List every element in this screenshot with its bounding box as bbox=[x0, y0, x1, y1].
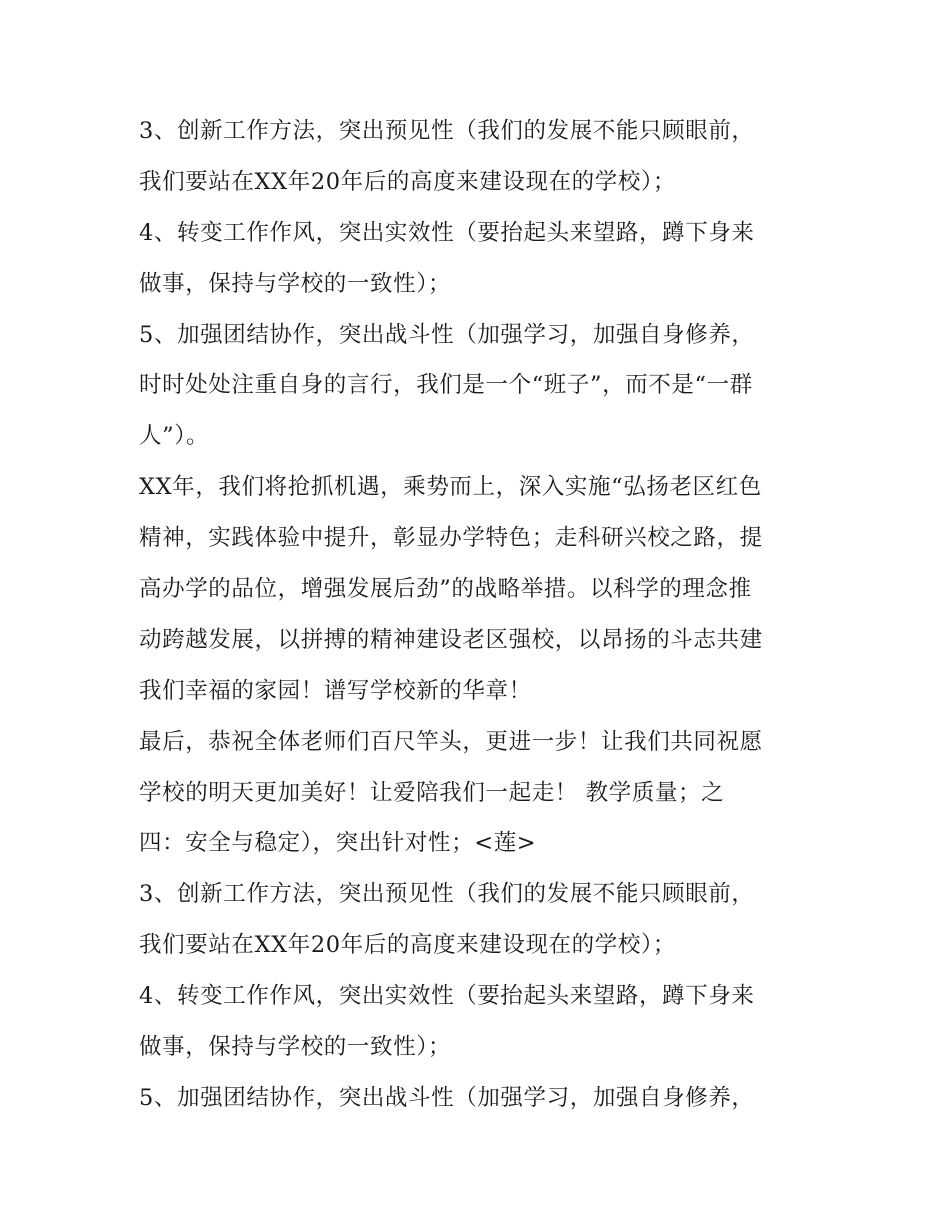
text-line: XX年，我们将抢抓机遇，乘势而上，深入实施“弘扬老区红色 bbox=[139, 474, 762, 501]
text-line: 做事，保持与学校的一致性）； bbox=[139, 270, 452, 297]
text-line: 我们要站在XX年20年后的高度来建设现在的学校）； bbox=[139, 168, 676, 195]
text-line: 我们要站在XX年20年后的高度来建设现在的学校）； bbox=[139, 932, 676, 959]
text-line: 我们幸福的家园！谱写学校新的华章！ bbox=[139, 677, 532, 704]
text-line: 精神，实践体验中提升，彰显办学特色；走科研兴校之路，提 bbox=[139, 525, 763, 552]
text-line: 5、加强团结协作，突出战斗性（加强学习，加强自身修养， bbox=[139, 321, 755, 348]
text-line: 四：安全与稳定），突出针对性；<莲> bbox=[139, 830, 537, 857]
text-line: 4、转变工作作风，突出实效性（要抬起头来望路，蹲下身来 bbox=[139, 983, 755, 1010]
text-line: 3、创新工作方法，突出预见性（我们的发展不能只顾眼前， bbox=[139, 881, 755, 908]
text-line: 动跨越发展，以拼搏的精神建设老区强校，以昂扬的斗志共建 bbox=[139, 626, 763, 653]
text-line: 人”）。 bbox=[139, 423, 210, 450]
text-line: 学校的明天更加美好！让爱陪我们一起走！ 教学质量；之 bbox=[139, 779, 725, 806]
text-line: 时时处处注重自身的言行，我们是一个“班子”，而不是“一群 bbox=[139, 372, 753, 399]
text-line: 做事，保持与学校的一致性）； bbox=[139, 1034, 452, 1061]
text-line: 高办学的品位，增强发展后劲”的战略举措。以科学的理念推 bbox=[139, 576, 752, 603]
text-line: 3、创新工作方法，突出预见性（我们的发展不能只顾眼前， bbox=[139, 118, 755, 144]
text-line: 4、转变工作作风，突出实效性（要抬起头来望路，蹲下身来 bbox=[139, 219, 755, 246]
text-line: 5、加强团结协作，突出战斗性（加强学习，加强自身修养， bbox=[139, 1084, 755, 1111]
text-line: 最后，恭祝全体老师们百尺竿头，更进一步！让我们共同祝愿 bbox=[139, 728, 763, 755]
document-body bbox=[139, 106, 829, 1124]
